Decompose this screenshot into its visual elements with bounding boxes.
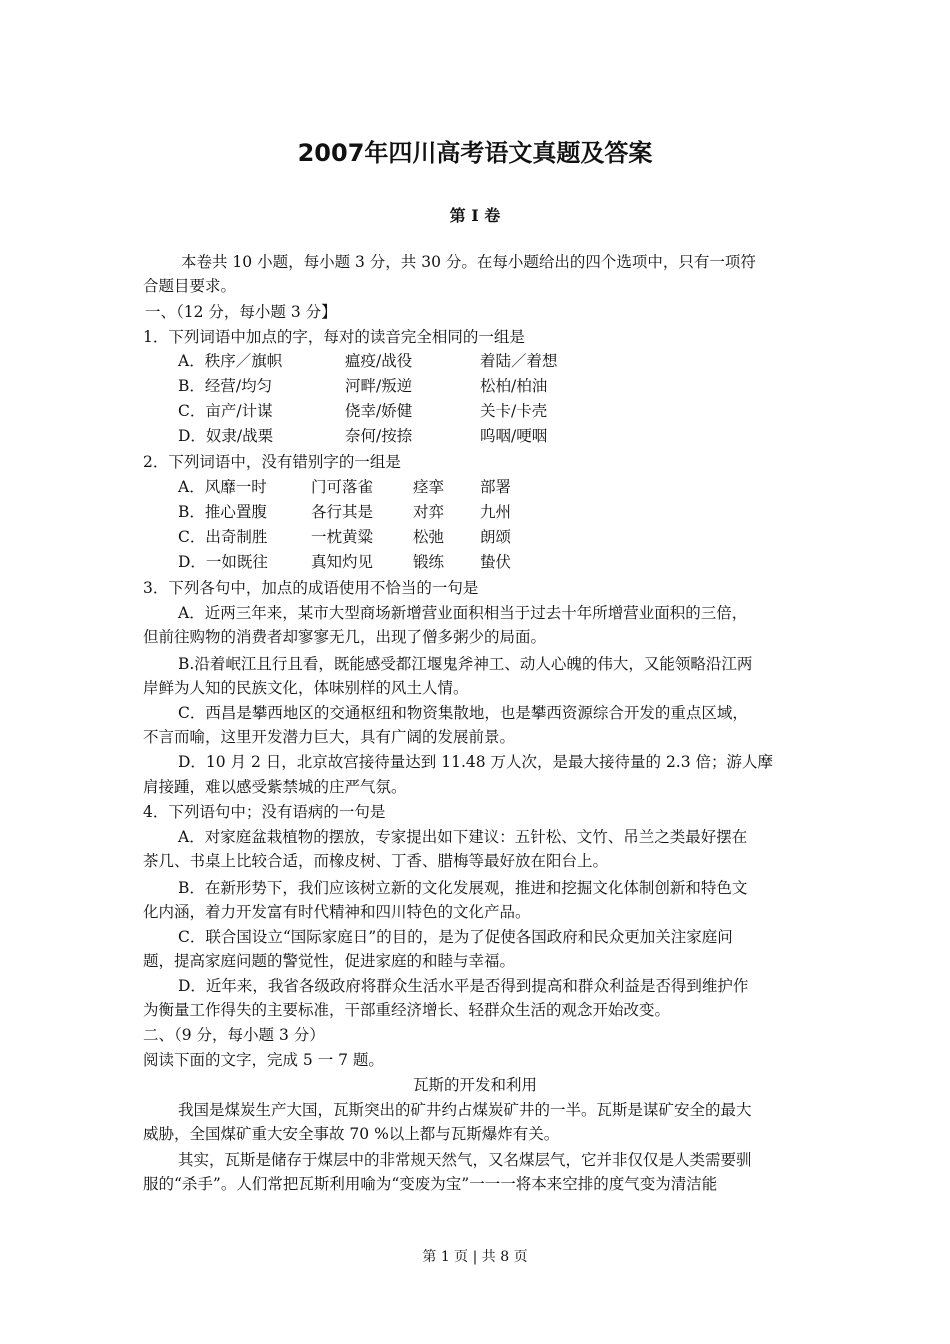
- q4-line: B．在新形势下，我们应该树立新的文化发展观，推进和挖掘文化体制创新和特色文: [178, 879, 748, 897]
- q1-option-a-col2: 瘟疫/战役: [345, 352, 413, 370]
- q3-line: B.沿着岷江且行且看，既能感受都江堰鬼斧神工、动人心魄的伟大，又能领略沿江两: [178, 655, 753, 673]
- q3-line: 肩接踵，难以感受紫禁城的庄严气氛。: [143, 778, 407, 796]
- q1-option-a-col1: A．秩序／旗帜: [178, 352, 283, 370]
- q1-option-d-col1: D．奴隶/战栗: [178, 427, 274, 445]
- q2-option-d-w3: 锻练: [413, 553, 445, 571]
- question-3-stem: 3．下列各句中，加点的成语使用不恰当的一句是: [143, 579, 479, 597]
- q2-option-b-w1: B．推心置腹: [178, 503, 267, 521]
- q4-line: A．对家庭盆栽植物的摆放，专家提出如下建议：五针松、文竹、吊兰之类最好摆在: [178, 828, 748, 846]
- section-1-heading: 一、（12 分，每小题 3 分】: [145, 303, 337, 321]
- q2-option-a-w3: 痉挛: [413, 478, 445, 496]
- q4-line: 化内涵，着力开发富有时代精神和四川特色的文化产品。: [143, 903, 531, 921]
- q3-line: C．西昌是攀西地区的交通枢纽和物资集散地，也是攀西资源综合开发的重点区域，: [178, 704, 748, 722]
- q4-line: 茶几、书桌上比较合适，而橡皮树、丁香、腊梅等最好放在阳台上。: [143, 852, 609, 870]
- q2-option-c-w4: 朗颂: [480, 528, 512, 546]
- q2-option-d-w2: 真知灼见: [311, 553, 374, 571]
- q2-option-c-w3: 松弛: [413, 528, 445, 546]
- reading-prompt: 阅读下面的文字，完成 5 一 7 题。: [143, 1051, 384, 1069]
- page-title: 2007年四川高考语文真题及答案: [297, 139, 653, 167]
- q2-option-b-w3: 对弈: [413, 503, 445, 521]
- q2-option-a-w2: 门可落雀: [311, 478, 374, 496]
- q4-line: 为衡量工作得失的主要标准，干部重经济增长、轻群众生活的观念开始改变。: [143, 1001, 671, 1019]
- article-line: 服的“杀手”。人们常把瓦斯利用喻为“变废为宝”一一一将本来空排的度气变为清洁能: [143, 1175, 718, 1193]
- q2-option-b-w4: 九州: [480, 503, 512, 521]
- q3-line: A．近两三年来，某市大型商场新增营业面积相当于过去十年所增营业面积的三倍，: [178, 604, 748, 622]
- q2-option-c-w2: 一枕黄粱: [311, 528, 374, 546]
- q2-option-a-w1: A．风靡一时: [178, 478, 267, 496]
- q2-option-d-w1: D．一如既往: [178, 553, 268, 571]
- article-line: 其实，瓦斯是储存于煤层中的非常规天然气，又名煤层气，它并非仅仅是人类需要驯: [178, 1151, 752, 1169]
- q1-option-b-col1: B．经营/均匀: [178, 377, 273, 395]
- section-2-heading: 二、（9 分，每小题 3 分）: [143, 1026, 325, 1044]
- q3-line: 但前往购物的消费者却寥寥无几，出现了僧多粥少的局面。: [143, 628, 547, 646]
- q1-option-d-col3: 呜咽/哽咽: [480, 427, 548, 445]
- q2-option-d-w4: 蛰伏: [480, 553, 512, 571]
- article-line: 威胁，全国煤矿重大安全事故 70 %以上都与瓦斯爆炸有关。: [143, 1125, 560, 1143]
- q3-line: 不言而喻，这里开发潜力巨大，具有广阔的发展前景。: [143, 728, 516, 746]
- q1-option-d-col2: 奈何/按捺: [345, 427, 413, 445]
- q2-option-c-w1: C．出奇制胜: [178, 528, 268, 546]
- article-line: 我国是煤炭生产大国，瓦斯突出的矿井约占煤炭矿井的一半。瓦斯是谋矿安全的最大: [178, 1101, 752, 1119]
- q1-option-c-col1: C．亩产/计谋: [178, 402, 273, 420]
- q2-option-b-w2: 各行其是: [311, 503, 374, 521]
- q3-line: D．10 月 2 日，北京故宫接待量达到 11.48 万人次，是最大接待量的 2.3 倍；游人摩: [178, 753, 774, 771]
- q4-line: 题，提高家庭问题的警觉性，促进家庭的和睦与幸福。: [143, 952, 516, 970]
- question-2-stem: 2．下列词语中，没有错别字的一组是: [143, 453, 401, 471]
- q1-option-c-col3: 关卡/卡壳: [480, 402, 548, 420]
- question-4-stem: 4．下列语句中；没有语病的一句是: [143, 803, 386, 821]
- intro-line-1: 本卷共 10 小题，每小题 3 分，共 30 分。在每小题给出的四个选项中，只有一项符: [181, 253, 756, 271]
- q4-line: D．近年来，我省各级政府将群众生活水平是否得到提高和群众利益是否得到维护作: [178, 977, 749, 995]
- article-title: 瓦斯的开发和利用: [412, 1076, 537, 1094]
- q1-option-c-col2: 侥幸/娇健: [345, 402, 413, 420]
- q3-line: 岸鲜为人知的民族文化，体味别样的风土人情。: [143, 679, 469, 697]
- page-footer: 第 1 页 | 共 8 页: [422, 1249, 528, 1265]
- q1-option-a-col3: 着陆／着想: [480, 352, 558, 370]
- question-1-stem: 1．下列词语中加点的字，每对的读音完全相同的一组是: [143, 328, 525, 346]
- volume-heading: 第 I 卷: [449, 206, 501, 225]
- q2-option-a-w4: 部署: [480, 478, 512, 496]
- q1-option-b-col3: 松柏/柏油: [480, 377, 548, 395]
- intro-line-2: 合题目要求。: [143, 277, 237, 295]
- q1-option-b-col2: 河畔/叛逆: [345, 377, 413, 395]
- q4-line: C．联合国设立“国际家庭日”的目的，是为了促使各国政府和民众更加关注家庭问: [178, 928, 733, 946]
